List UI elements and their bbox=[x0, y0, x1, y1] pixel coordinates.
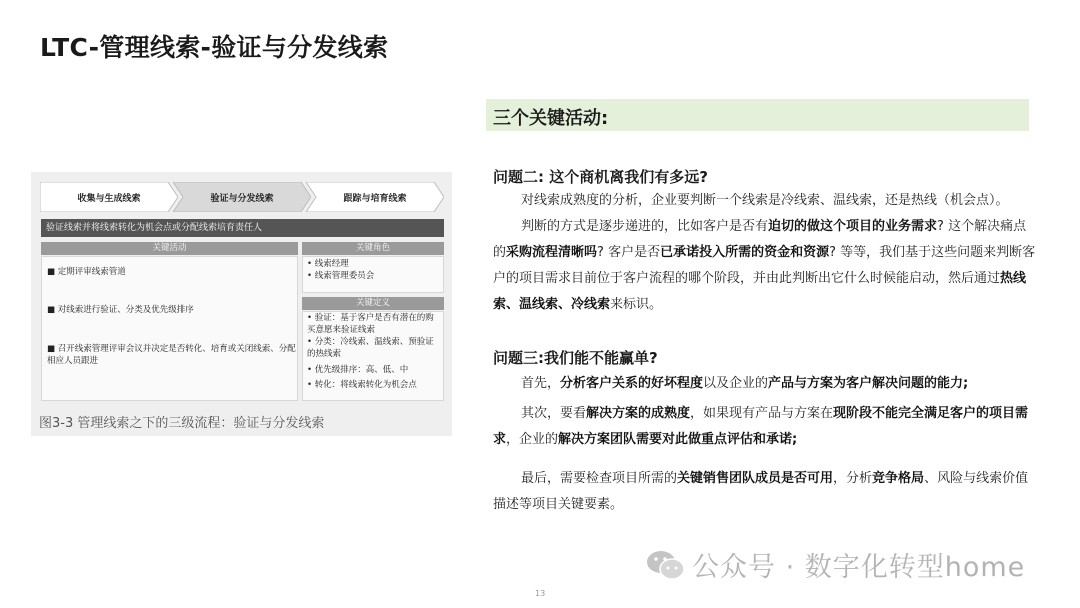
key-roles-header: 关键角色 bbox=[302, 242, 444, 255]
paragraph-text: 、风险与线索价值描述等项目关键要素。 bbox=[493, 471, 1029, 512]
step-label: 收集与生成线索 bbox=[77, 193, 141, 204]
paragraph-text: ? 客户是否 bbox=[597, 245, 661, 260]
step-label: 跟踪与培育线索 bbox=[343, 193, 407, 204]
key-definition: • 转化：将线索转化为机会点 bbox=[307, 380, 417, 390]
step-label: 验证与分发线索 bbox=[210, 193, 274, 204]
key-activity: ■ 召开线索管理评审会议并决定是否转化、培育或关闭线索、分配相应人员跟进 bbox=[47, 344, 296, 366]
emphasis-text: 现阶段不能完全满足客户的项目需求 bbox=[493, 406, 1029, 447]
emphasis-text: 解决方案的成熟度 bbox=[586, 406, 691, 421]
emphasis-text: 解决方案团队需要对此做重点评估和承诺; bbox=[558, 432, 798, 447]
process-chevrons bbox=[40, 182, 444, 212]
paragraph-text: 以及企业的 bbox=[703, 376, 769, 391]
emphasis-text: 产品与方案为客户解决问题的能力; bbox=[768, 376, 969, 391]
question-three-p1 bbox=[493, 371, 1039, 397]
emphasis-text: 竞争格局 bbox=[872, 471, 925, 486]
paragraph-text: 首先， bbox=[521, 376, 561, 391]
paragraph-text: ，分析 bbox=[833, 471, 873, 486]
question-two-p1 bbox=[493, 188, 1039, 214]
paragraph-text: 判断的方式是逐步递进的，比如客户是否有 bbox=[521, 219, 769, 234]
paragraph-text: ，企业的 bbox=[506, 432, 559, 447]
question-three-title: 问题三:我们能不能赢单? bbox=[493, 349, 658, 367]
figure-band: 验证线索并将线索转化为机会点或分配线索培育责任人 bbox=[41, 219, 444, 237]
step-track-nurture bbox=[306, 182, 444, 212]
key-activities-header: 关键活动 bbox=[41, 242, 298, 255]
emphasis-text: 关键销售团队成员是否可用 bbox=[677, 471, 834, 486]
key-role: • 线索管理委员会 bbox=[307, 271, 375, 281]
paragraph-text: 其次，要看 bbox=[521, 406, 587, 421]
watermark-text: 公众号 · 数字化转型home bbox=[692, 552, 1026, 583]
key-definition: • 验证：基于客户是否有潜在的购买意愿来验证线索 bbox=[307, 313, 434, 335]
watermark bbox=[646, 545, 1025, 584]
paragraph-text: 最后，需要检查项目所需的 bbox=[521, 471, 678, 486]
question-two-p2 bbox=[493, 214, 1039, 318]
key-activity: ■ 定期评审线索管道 bbox=[47, 267, 126, 277]
page-number: 13 bbox=[535, 589, 546, 598]
paragraph-text: ? 这个解决痛点的 bbox=[493, 219, 1027, 260]
section-title: 三个关键活动: bbox=[493, 108, 609, 129]
key-activity: ■ 对线索进行验证、分类及优先级排序 bbox=[47, 305, 194, 315]
key-definition: • 分类：冷线索、温线索、预验证的热线索 bbox=[307, 337, 434, 359]
q2-p1-text: 对线索成熟度的分析，企业要判断一个线索是冷线索、温线索，还是热线（机会点）。 bbox=[521, 193, 1009, 208]
emphasis-text: 分析客户关系的好坏程度 bbox=[560, 376, 704, 391]
key-role: • 线索经理 bbox=[307, 259, 349, 269]
slide-title: LTC-管理线索-验证与分发线索 bbox=[40, 33, 389, 62]
emphasis-text: 采购流程清晰吗 bbox=[506, 245, 598, 260]
process-figure bbox=[31, 172, 452, 436]
emphasis-text: 迫切的做这个项目的业务需求 bbox=[768, 219, 938, 234]
question-three-p2 bbox=[493, 401, 1039, 453]
wechat-icon bbox=[646, 549, 686, 581]
question-two-title: 问题二: 这个商机离我们有多远? bbox=[493, 168, 708, 186]
step-collect-leads bbox=[40, 182, 178, 212]
key-definition: • 优先级排序：高、低、中 bbox=[307, 365, 409, 375]
emphasis-text: 热线索、温线索、冷线索 bbox=[493, 271, 1027, 312]
paragraph-text: 来标识。 bbox=[610, 297, 663, 312]
paragraph-text: ? 等等，我们基于这些问题来判断客户的项目需求目前位于客户流程的哪个阶段，并由此判断出它什么时候能启动，然后通过 bbox=[493, 245, 1036, 286]
key-definitions-header: 关键定义 bbox=[302, 297, 444, 310]
question-three-p3 bbox=[493, 466, 1039, 518]
paragraph-text: ，如果现有产品与方案在 bbox=[690, 406, 834, 421]
step-verify-distribute bbox=[173, 182, 311, 212]
emphasis-text: 已承诺投入所需的资金和资源 bbox=[660, 245, 830, 260]
figure-caption: 图3-3 管理线索之下的三级流程：验证与分发线索 bbox=[39, 416, 325, 431]
